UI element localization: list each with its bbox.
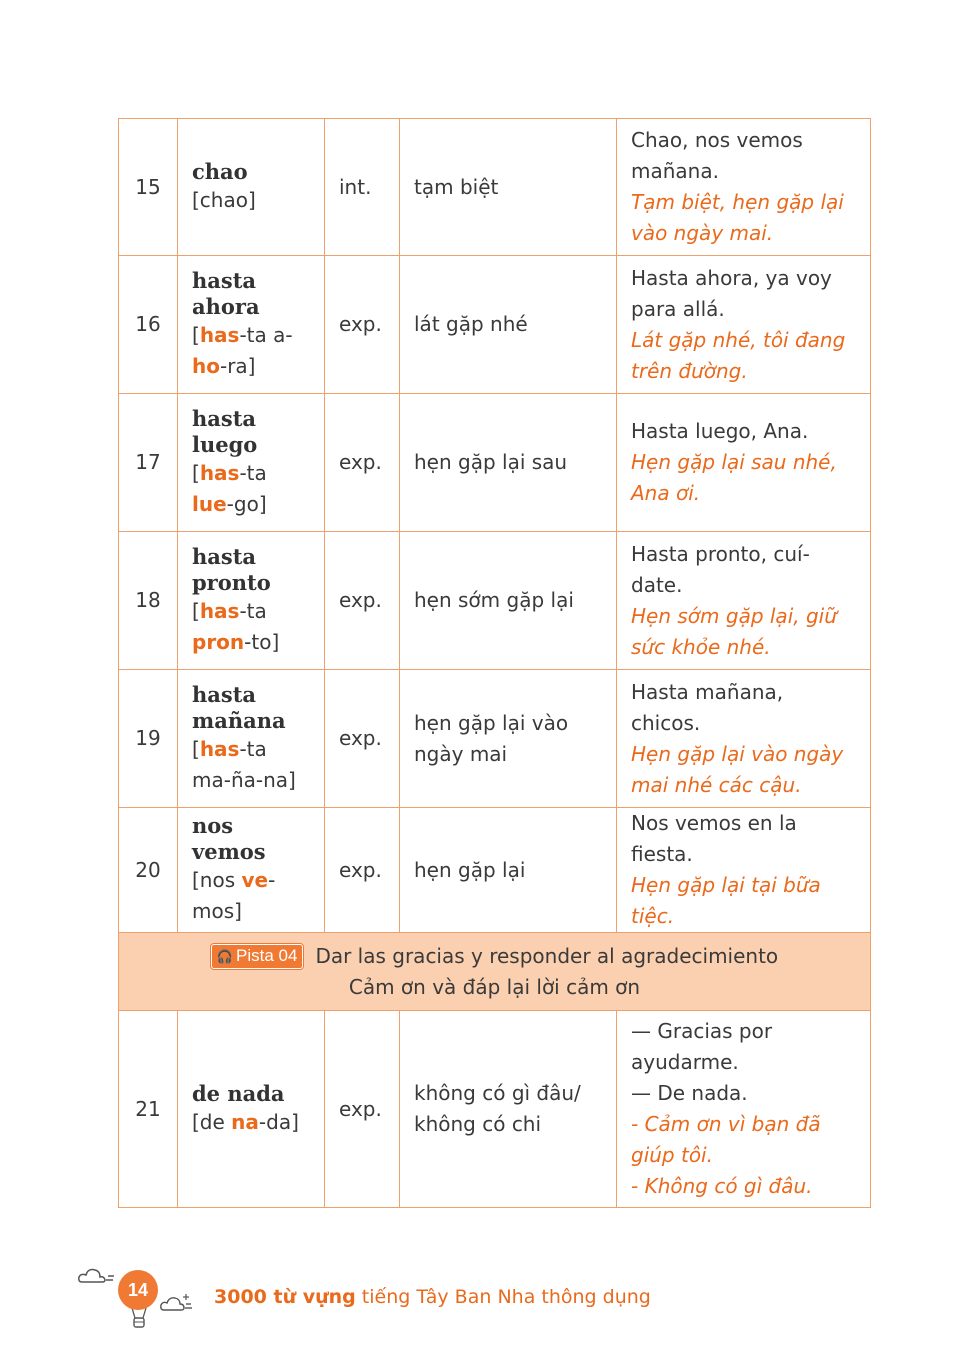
part-of-speech: exp.	[325, 1011, 400, 1208]
example-spanish: Hasta pronto, cuí-date.	[631, 541, 810, 597]
small-cloud-icon	[158, 1288, 200, 1316]
pronunciation	[192, 737, 296, 792]
entry-number: 21	[119, 1011, 178, 1208]
part-of-speech: exp.	[325, 256, 400, 394]
section-title-vietnamese: Cảm ơn và đáp lại lời cảm ơn	[348, 974, 641, 999]
pronunciation-segment: pron	[192, 629, 245, 654]
pronunciation-segment: -ta a-	[239, 322, 293, 347]
vietnamese-meaning: lát gặp nhé	[400, 256, 617, 394]
example-cell	[617, 119, 871, 256]
example-spanish: — Gracias por ayudarme.	[631, 1019, 773, 1074]
spanish-word: de nada	[192, 1080, 285, 1106]
entry-word-cell	[178, 119, 325, 256]
section-title-spanish-line	[211, 941, 778, 972]
vietnamese-meaning: hẹn gặp lại vào ngày mai	[400, 670, 617, 808]
entry-word-cell	[178, 394, 325, 532]
part-of-speech: exp.	[325, 394, 400, 532]
example-vietnamese: Lát gặp nhé, tôi đang trên đường.	[631, 327, 846, 383]
example-spanish: Nos vemos en la fiesta.	[631, 811, 797, 866]
pronunciation	[192, 188, 256, 212]
spanish-word: hasta pronto	[192, 543, 271, 595]
entry-word-cell	[178, 1011, 325, 1208]
pronunciation	[192, 323, 293, 378]
pronunciation-segment: lue	[192, 491, 227, 516]
spanish-word: hasta luego	[192, 405, 258, 457]
pronunciation-segment: [chao]	[192, 187, 256, 212]
example-vietnamese: Hẹn gặp lại tại bữa tiệc.	[631, 873, 821, 928]
pronunciation-segment: ho	[192, 353, 220, 378]
example-spanish: Hasta luego, Ana.	[631, 419, 809, 443]
part-of-speech: exp.	[325, 670, 400, 808]
vocab-row	[119, 670, 871, 808]
pronunciation-segment: -ta	[239, 460, 267, 485]
example-cell	[617, 256, 871, 394]
example-cell	[617, 808, 871, 933]
pronunciation-segment: ve	[241, 868, 269, 892]
example-vietnamese: Hẹn gặp lại vào ngày mai nhé các cậu.	[631, 741, 844, 797]
section-title	[211, 941, 778, 1003]
audio-track-badge[interactable]	[211, 944, 304, 969]
vocab-row	[119, 119, 871, 256]
part-of-speech: exp.	[325, 532, 400, 670]
vocab-row	[119, 256, 871, 394]
part-of-speech: int.	[325, 119, 400, 256]
vietnamese-meaning: hẹn sớm gặp lại	[400, 532, 617, 670]
pronunciation	[192, 868, 275, 923]
vocab-row	[119, 532, 871, 670]
vocab-row	[119, 1011, 871, 1208]
pronunciation-segment: na	[231, 1109, 259, 1134]
vocab-row	[119, 394, 871, 532]
entry-word-cell	[178, 256, 325, 394]
pronunciation	[192, 1110, 299, 1134]
pronunciation-segment: [	[192, 598, 200, 623]
pronunciation-segment: has	[199, 736, 240, 761]
pronunciation-segment: [de	[192, 1109, 232, 1134]
example-vietnamese: - Không có gì đâu.	[631, 1174, 813, 1198]
entry-number: 15	[119, 119, 178, 256]
entry-number: 20	[119, 808, 178, 933]
vietnamese-meaning: không có gì đâu/ không có chi	[400, 1011, 617, 1208]
example-spanish: Hasta mañana, chicos.	[631, 679, 784, 735]
vietnamese-meaning: hẹn gặp lại sau	[400, 394, 617, 532]
entry-number: 19	[119, 670, 178, 808]
entry-word-cell	[178, 808, 325, 933]
track-label: Pista 04	[236, 945, 298, 965]
pronunciation-segment: has	[199, 598, 240, 623]
pronunciation-segment: -ta	[239, 598, 267, 623]
example-spanish: — De nada.	[631, 1081, 748, 1105]
spanish-word: nos vemos	[192, 813, 266, 864]
pronunciation-segment: -mos]	[192, 868, 276, 923]
entry-number: 17	[119, 394, 178, 532]
section-title-spanish: Dar las gracias y responder al agradecimiento	[315, 943, 779, 968]
pronunciation-segment: -ta ma-ña-na]	[192, 736, 296, 792]
pronunciation-segment: [nos	[192, 868, 242, 892]
spanish-word: hasta ahora	[192, 267, 260, 319]
balloon-basket-icon	[126, 1308, 152, 1332]
example-cell	[617, 1011, 871, 1208]
example-cell	[617, 532, 871, 670]
headphones-icon: 🎧	[216, 948, 233, 964]
example-cell	[617, 670, 871, 808]
example-vietnamese: Tạm biệt, hẹn gặp lại vào ngày mai.	[631, 190, 844, 245]
page-footer	[0, 1260, 961, 1340]
entry-number: 16	[119, 256, 178, 394]
pronunciation-segment: [	[192, 736, 200, 761]
page-number: 14	[118, 1270, 158, 1310]
pronunciation-segment: [	[192, 460, 200, 485]
example-spanish: Chao, nos vemos mañana.	[631, 128, 803, 183]
spanish-word: hasta mañana	[192, 681, 286, 733]
vietnamese-meaning: tạm biệt	[400, 119, 617, 256]
pronunciation	[192, 599, 279, 654]
pronunciation-segment: -go]	[226, 491, 267, 516]
entry-word-cell	[178, 670, 325, 808]
pronunciation-segment: has	[199, 322, 240, 347]
example-spanish: Hasta ahora, ya voy para allá.	[631, 265, 832, 321]
vocab-table	[118, 118, 871, 1208]
pronunciation-segment: [	[192, 322, 200, 347]
pronunciation	[192, 461, 267, 516]
pronunciation-segment: has	[199, 460, 240, 485]
vocab-row	[119, 808, 871, 933]
part-of-speech: exp.	[325, 808, 400, 933]
spanish-word: chao	[192, 158, 248, 184]
section-header	[119, 933, 871, 1011]
pronunciation-segment: -to]	[244, 629, 280, 654]
cloud-icon	[76, 1264, 116, 1286]
book-title: 3000 từ vựng tiếng Tây Ban Nha thông dụng	[214, 1286, 651, 1308]
example-vietnamese: Hẹn gặp lại sau nhé, Ana ơi.	[631, 450, 837, 505]
vietnamese-meaning: hẹn gặp lại	[400, 808, 617, 933]
entry-word-cell	[178, 532, 325, 670]
entry-number: 18	[119, 532, 178, 670]
example-vietnamese: Hẹn sớm gặp lại, giữ sức khỏe nhé.	[631, 603, 837, 659]
example-cell	[617, 394, 871, 532]
example-vietnamese: - Cảm ơn vì bạn đã giúp tôi.	[631, 1112, 821, 1167]
section-header-band	[119, 933, 871, 1011]
pronunciation-segment: -ra]	[219, 353, 256, 378]
pronunciation-segment: -da]	[258, 1109, 299, 1134]
